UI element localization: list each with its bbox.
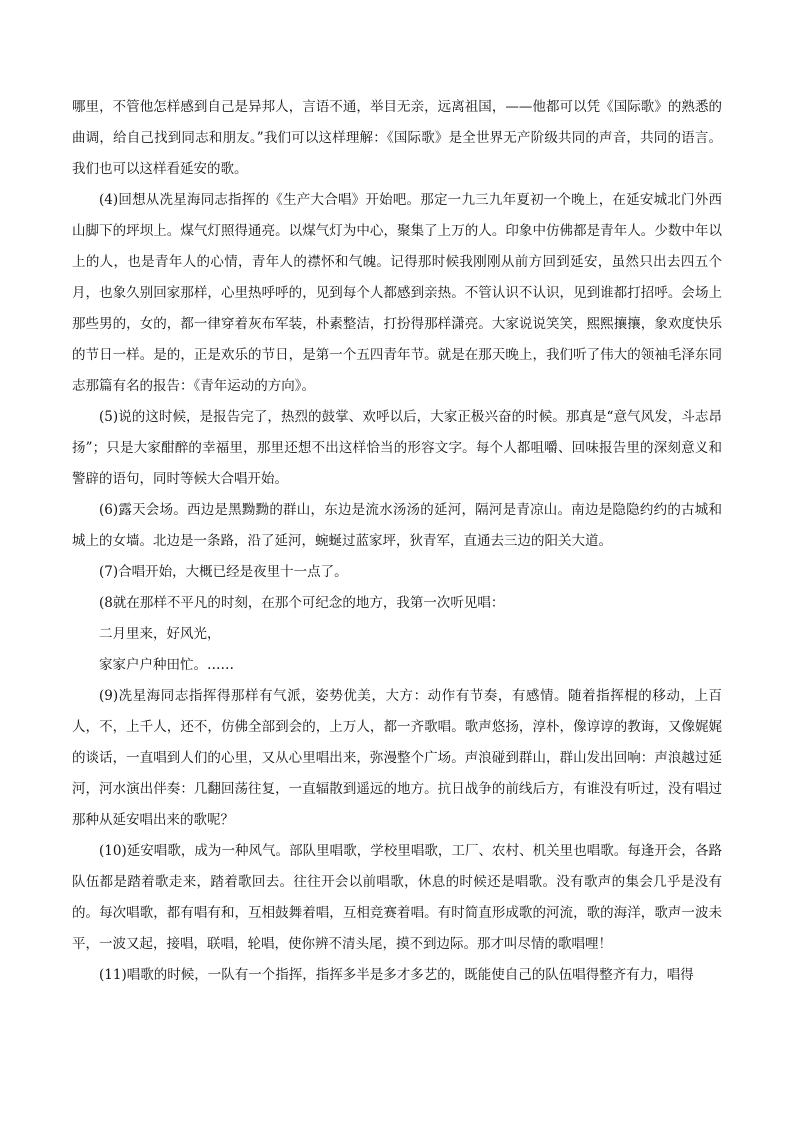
paragraph-9: (9)冼星海同志指挥得那样有气派，姿势优美，大方：动作有节奏，有感情。随着指挥棍的移动，上百人，不，上千人，还不，仿佛全部到会的，上万人，都一齐歌唱。歌声悠扬，淳朴，像谆谆的教诲，又像娓娓的谈话，一直唱到人们的心里，又从心里唱出来，弥漫整个广场。声浪碰到群山，群山发出回响：声浪越过延河，河水演出伴奏：几翻回荡往复，一直辐散到遥远的地方。抗日战争的前线后方，有谁没有听过，没有唱过那种从延安唱出来的歌呢？ <box>72 688 722 828</box>
song-lyric-line-1: 二月里来，好风光， <box>99 626 221 642</box>
paragraph-7: (7)合唱开始，大概已经是夜里十一点了。 <box>99 564 348 580</box>
article-body <box>72 92 722 991</box>
paragraph-6: (6)露天会场。西边是黑黝黝的群山，东边是流水汤汤的延河，隔河是青凉山。南边是隐隐约约的古城和城上的女墙。北边是一条路，沿了延河，蜿蜒过蓝家坪，狄青军，直通去三边的阳关大道。 <box>72 502 722 549</box>
paragraph-8: (8就在那样不平凡的时刻，在那个可纪念的地方，我第一次听见唱： <box>99 595 505 611</box>
paragraph-11: (11)唱歌的时候，一队有一个指挥，指挥多半是多才多艺的，既能使自己的队伍唱得整齐有力，唱得 <box>99 967 694 983</box>
paragraph-continued: 哪里，不管他怎样感到自己是异邦人，言语不通，举目无亲，远离祖国，——他都可以凭《国际歌》的熟悉的曲调，给自己找到同志和朋友。”我们可以这样理解：《国际歌》是全世界无产阶级共同的声音，共同的语言。我们也可以这样看延安的歌。 <box>72 99 722 177</box>
paragraph-10: (10)延安唱歌，成为一种风气。部队里唱歌，学校里唱歌，工厂、农村、机关里也唱歌。每逢开会，各路队伍都是踏着歌走来，踏着歌回去。往往开会以前唱歌，休息的时候还是唱歌。没有歌声的集会几乎是没有的。每次唱歌，都有唱有和，互相鼓舞着唱，互相竞赛着唱。有时简直形成歌的河流，歌的海洋，歌声一波未平，一波又起，接唱，联唱，轮唱，使你辨不清头尾，摸不到边际。那才叫尽情的歌唱哩！ <box>72 843 722 952</box>
paragraph-5: (5)说的这时候，是报告完了，热烈的鼓掌、欢呼以后，大家正极兴奋的时候。那真是“意气风发，斗志昂扬”；只是大家酣醉的幸福里，那里还想不出这样恰当的形容文字。每个人都咀嚼、回味报告里的深刻意义和警辟的语句，同时等候大合唱开始。 <box>72 409 722 487</box>
paragraph-4: (4)回想从冼星海同志指挥的《生产大合唱》开始吧。那定一九三九年夏初一个晚上，在延安城北门外西山脚下的坪坝上。煤气灯照得通亮。以煤气灯为中心，聚集了上万的人。印象中仿佛都是青年人。少数中年以上的人，也是青年人的心情，青年人的襟怀和气魄。记得那时候我刚刚从前方回到延安，虽然只出去四五个月，也象久别回家那样，心里热呼呼的，见到每个人都感到亲热。不管认识不认识，见到谁都打招呼。会场上那些男的，女的，都一律穿着灰布军装，朴素整洁，打扮得那样潇亮。大家说说笑笑，熙熙攘攘，象欢度快乐的节日一样。是的，正是欢乐的节日，是第一个五四青年节。就是在那天晚上，我们听了伟大的领袖毛泽东同志那篇有名的报告：《青年运动的方向》。 <box>72 192 722 394</box>
song-lyric-line-2: 家家户户种田忙。…… <box>99 657 234 673</box>
